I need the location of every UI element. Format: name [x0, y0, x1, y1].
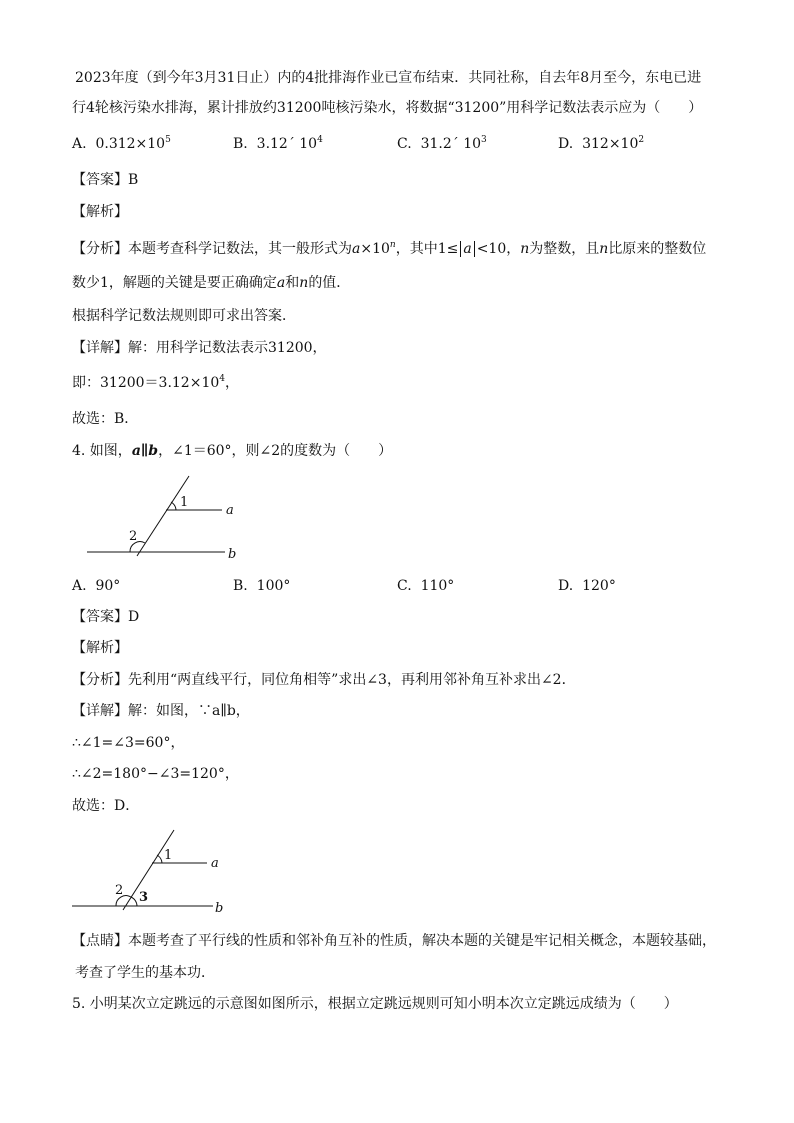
q4-detail: 【详解】解：如图，∵a∥b，: [72, 703, 250, 719]
q5-stem: 5. 小明某次立定跳远的示意图如图所示，根据立定跳远规则可知小明本次立定跳远成绩为（ ）: [72, 996, 678, 1012]
q4-option-c: C. 110°: [397, 578, 455, 594]
fig1-label-2: 2: [129, 529, 138, 544]
q3-option-c: C. 31.2´ $10^3$: [397, 135, 487, 152]
q3-answer: 【答案】B: [72, 172, 139, 188]
q3-stem-line-2: 行4轮核污染水排海，累计排放约31200吨核污染水，将数据“31200”用科学记数法表示应为（ ）: [72, 100, 703, 116]
q4-step-2: ∴∠2=180°−∠3=120°，: [72, 766, 239, 782]
fig1-label-b: b: [228, 547, 237, 562]
q3-choose: 故选：B．: [72, 411, 139, 427]
q3-option-b: B. 3.12´ $10^4$: [233, 135, 323, 152]
transversal: [123, 830, 174, 910]
fig2-label-b: b: [215, 901, 224, 916]
q4-option-d: D. 120°: [558, 578, 616, 594]
q4-dianjing-line-2: 考查了学生的基本功．: [75, 965, 215, 981]
fig2-label-2: 2: [115, 883, 124, 898]
q4-step-1: ∴∠1=∠3=60°，: [72, 735, 185, 751]
fig1-label-a: a: [226, 503, 234, 518]
q4-choose: 故选：D．: [72, 798, 140, 814]
q3-option-a: A. $0.312\times 10^5$: [72, 135, 171, 152]
q3-equation: 即：$31200=3.12\times 10^4$，: [72, 374, 239, 391]
q3-stem-line-1: 2023年度（到今年3月31日止）内的4批排海作业已宣布结束．共同社称，自去年8月至今，东电已进: [75, 70, 702, 86]
q3-fenxi-line-2: 数少1，解题的关键是要正确确定a和n的值．: [72, 275, 351, 291]
q3-analysis-heading: 【解析】: [72, 204, 128, 220]
fig2-label-a: a: [211, 856, 219, 871]
q4-analysis-heading: 【解析】: [72, 640, 128, 656]
q4-option-a: A. 90°: [72, 578, 121, 594]
q4-solution-figure: [66, 826, 236, 918]
q3-detail: 【详解】解：用科学记数法表示31200，: [72, 340, 327, 356]
fig2-label-3: 3: [139, 890, 149, 905]
q4-figure: [80, 472, 250, 564]
fig1-label-1: 1: [180, 495, 189, 510]
fig2-label-1: 1: [164, 848, 173, 863]
q4-answer: 【答案】D: [72, 609, 140, 625]
q3-option-d: D. $312\times 10^2$: [558, 135, 645, 152]
q4-dianjing-line-1: 【点睛】本题考查了平行线的性质和邻补角互补的性质，解决本题的关键是牢记相关概念，本题较基础，: [72, 933, 716, 949]
transversal: [137, 476, 189, 556]
q3-rule: 根据科学记数法规则即可求出答案．: [72, 308, 296, 324]
q3-fenxi-line-1: 【分析】本题考查科学记数法，其一般形式为$a\times 10^n$，其中1≤ a <10，n为整数，且n比原来的整数位: [72, 240, 707, 257]
angle-3-arc: [131, 897, 137, 906]
q4-fenxi: 【分析】先利用“两直线平行，同位角相等”求出∠3，再利用邻补角互补求出∠2．: [72, 672, 576, 688]
q4-stem: 4. 如图，a∥b，∠1＝60°，则∠2的度数为（ ）: [72, 443, 393, 459]
q4-option-b: B. 100°: [233, 578, 291, 594]
